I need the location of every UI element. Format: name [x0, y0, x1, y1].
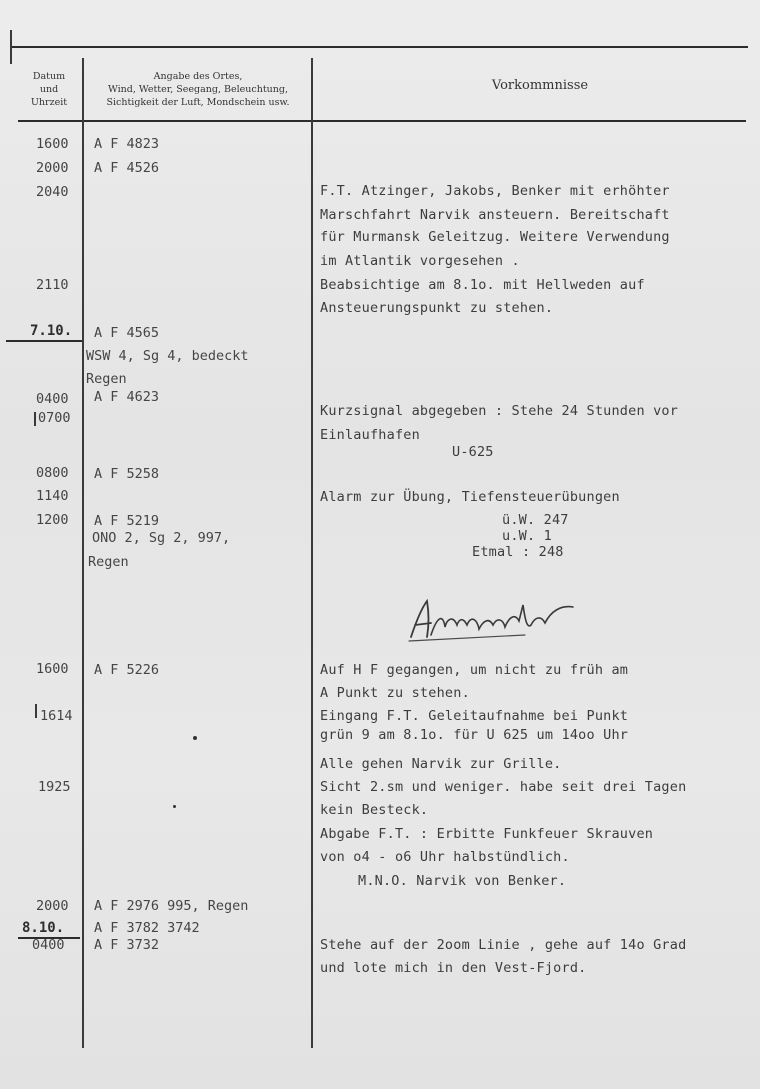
time-entry: 0700	[38, 410, 71, 426]
event-line: Sicht 2.sm und weniger. habe seit drei Tagen	[320, 779, 687, 795]
time-entry: 2000	[36, 898, 69, 914]
location-entry: A F 4565	[94, 325, 160, 341]
location-entry: A F 3732	[94, 937, 160, 953]
time-entry: 1600	[36, 661, 69, 677]
time-entry: 0400	[36, 391, 69, 407]
header-col1-line2: und	[39, 84, 59, 95]
time-entry: 0400	[32, 937, 65, 953]
date-entry: 7.10.	[30, 323, 73, 339]
header-col2-line2: Wind, Wetter, Seegang, Beleuchtung,	[108, 84, 288, 95]
event-line: Marschfahrt Narvik ansteuern. Bereitschaft	[320, 207, 670, 223]
event-line: kein Besteck.	[320, 802, 429, 818]
location-entry: A F 3782 3742	[94, 920, 200, 936]
weather-entry: Regen	[88, 554, 129, 570]
date-entry: 8.10.	[22, 920, 65, 936]
event-line: Auf H F gegangen, um nicht zu früh am	[320, 662, 629, 678]
time-entry: 2040	[36, 184, 69, 200]
event-line: grün 9 am 8.1o. für U 625 um 14oo Uhr	[320, 727, 629, 743]
time-entry: 1614	[40, 708, 73, 724]
event-line: im Atlantik vorgesehen .	[320, 253, 520, 269]
event-line: Beabsichtige am 8.1o. mit Hellweden auf	[320, 277, 645, 293]
ink-speck	[193, 736, 197, 740]
header-col2-line3: Sichtigkeit der Luft, Mondschein usw.	[106, 97, 290, 108]
location-entry: A F 5258	[94, 466, 160, 482]
event-line: Abgabe F.T. : Erbitte Funkfeuer Skrauven	[320, 826, 654, 842]
time-entry: 2000	[36, 160, 69, 176]
event-line: F.T. Atzinger, Jakobs, Benker mit erhöhter	[320, 183, 670, 199]
event-line: Alle gehen Narvik zur Grille.	[320, 756, 562, 772]
event-line: und lote mich in den Vest-Fjord.	[320, 960, 587, 976]
column-divider-1	[82, 58, 84, 1048]
column-divider-2	[311, 58, 313, 1048]
location-entry: A F 5219	[94, 513, 160, 529]
event-line: A Punkt zu stehen.	[320, 685, 470, 701]
top-rule	[10, 46, 748, 48]
header-location	[86, 70, 310, 109]
header-col3: Vorkommnisse	[491, 78, 589, 93]
location-entry: A F 4623	[94, 389, 160, 405]
header-col1-line1: Datum	[32, 71, 66, 82]
header-col1-line3: Uhrzeit	[30, 97, 68, 108]
time-entry: 1600	[36, 136, 69, 152]
event-line: für Murmansk Geleitzug. Weitere Verwendung	[320, 229, 670, 245]
time-entry: 1140	[36, 488, 69, 504]
event-line: u.W. 1	[502, 528, 552, 544]
time-entry: 1200	[36, 512, 69, 528]
location-entry: A F 4823	[94, 136, 160, 152]
weather-entry: WSW 4, Sg 4, bedeckt	[86, 348, 249, 364]
event-line: M.N.O. Narvik von Benker.	[358, 873, 567, 889]
header-date-time	[16, 70, 82, 109]
event-line: Einlaufhafen	[320, 427, 420, 443]
date-underline	[6, 340, 82, 342]
event-line: Kurzsignal abgegeben : Stehe 24 Stunden vor	[320, 403, 679, 419]
event-line: Stehe auf der 2oom Linie , gehe auf 14o Grad	[320, 937, 687, 953]
event-line: Eingang F.T. Geleitaufnahme bei Punkt	[320, 708, 629, 724]
header-events	[470, 78, 610, 93]
commander-signature	[405, 595, 580, 645]
header-bottom-rule	[18, 120, 746, 122]
event-line: Ansteuerungspunkt zu stehen.	[320, 300, 554, 316]
time-entry: 0800	[36, 465, 69, 481]
time-entry: 2110	[36, 277, 69, 293]
location-entry: A F 4526	[94, 160, 160, 176]
ink-speck	[173, 805, 176, 808]
margin-tick	[34, 412, 36, 426]
event-line: Etmal : 248	[472, 544, 564, 560]
time-entry: 1925	[38, 779, 71, 795]
header-col2-line1: Angabe des Ortes,	[153, 71, 243, 82]
weather-entry: ONO 2, Sg 2, 997,	[92, 530, 231, 546]
event-line: U-625	[452, 444, 494, 460]
location-entry: A F 2976 995, Regen	[94, 898, 249, 914]
event-line: ü.W. 247	[502, 512, 569, 528]
margin-tick	[35, 704, 37, 718]
location-entry: A F 5226	[94, 662, 160, 678]
event-line: Alarm zur Übung, Tiefensteuerübungen	[320, 489, 620, 505]
event-line: von o4 - o6 Uhr halbstündlich.	[320, 849, 570, 865]
weather-entry: Regen	[86, 371, 127, 387]
left-margin-mark	[10, 30, 12, 64]
